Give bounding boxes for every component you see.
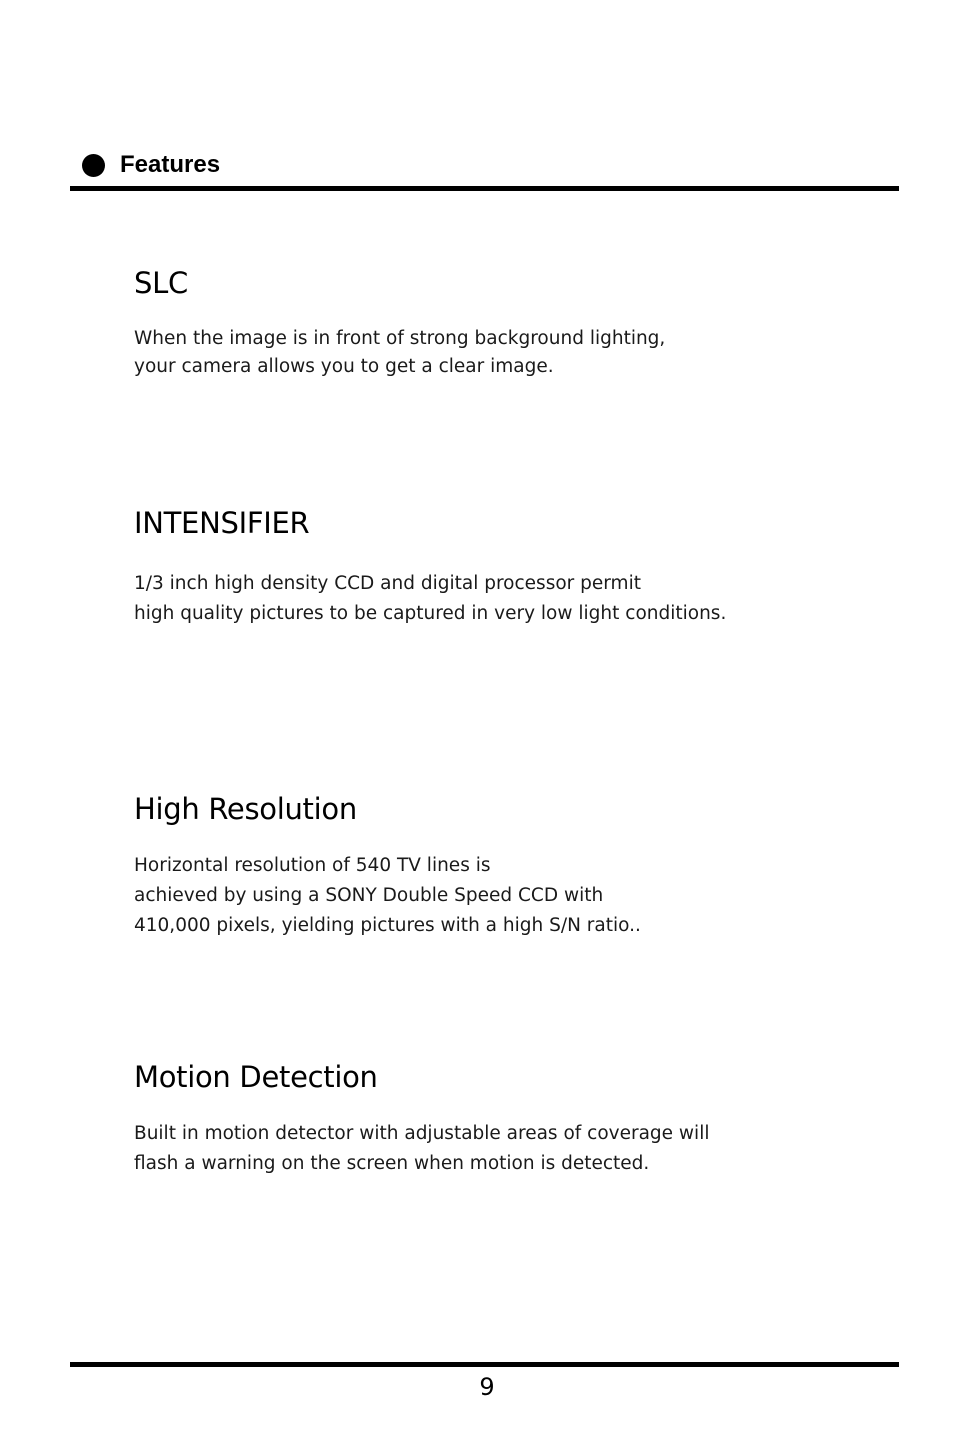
feature-intensifier [134, 505, 894, 629]
section-header [82, 150, 220, 180]
feature-slc [134, 265, 894, 381]
description-line: achieved by using a SONY Double Speed CCD with [134, 885, 604, 906]
feature-title: INTENSIFIER [134, 506, 310, 540]
feature-title: High Resolution [134, 792, 357, 826]
bottom-divider [70, 1362, 899, 1367]
description-line: high quality pictures to be captured in very low light conditions. [134, 603, 727, 624]
page-number: 9 [479, 1373, 495, 1401]
description-line: your camera allows you to get a clear image. [134, 356, 554, 377]
feature-description [134, 851, 894, 941]
feature-high-resolution [134, 791, 894, 941]
feature-motion-detection [134, 1059, 894, 1179]
feature-description [134, 569, 894, 629]
description-line: 410,000 pixels, yielding pictures with a high S/N ratio.. [134, 915, 641, 936]
feature-description [134, 1119, 894, 1179]
top-divider [70, 186, 899, 191]
feature-title: SLC [134, 266, 188, 300]
feature-description [134, 325, 894, 381]
description-line: Horizontal resolution of 540 TV lines is [134, 855, 491, 876]
feature-title: Motion Detection [134, 1060, 378, 1094]
description-line: Built in motion detector with adjustable areas of coverage will [134, 1123, 710, 1144]
page-title: Features [120, 151, 221, 178]
description-line: 1/3 inch high density CCD and digital processor permit [134, 573, 641, 594]
bullet-circle-icon [82, 154, 105, 177]
description-line: flash a warning on the screen when motion is detected. [134, 1153, 650, 1174]
description-line: When the image is in front of strong background lighting, [134, 328, 666, 349]
